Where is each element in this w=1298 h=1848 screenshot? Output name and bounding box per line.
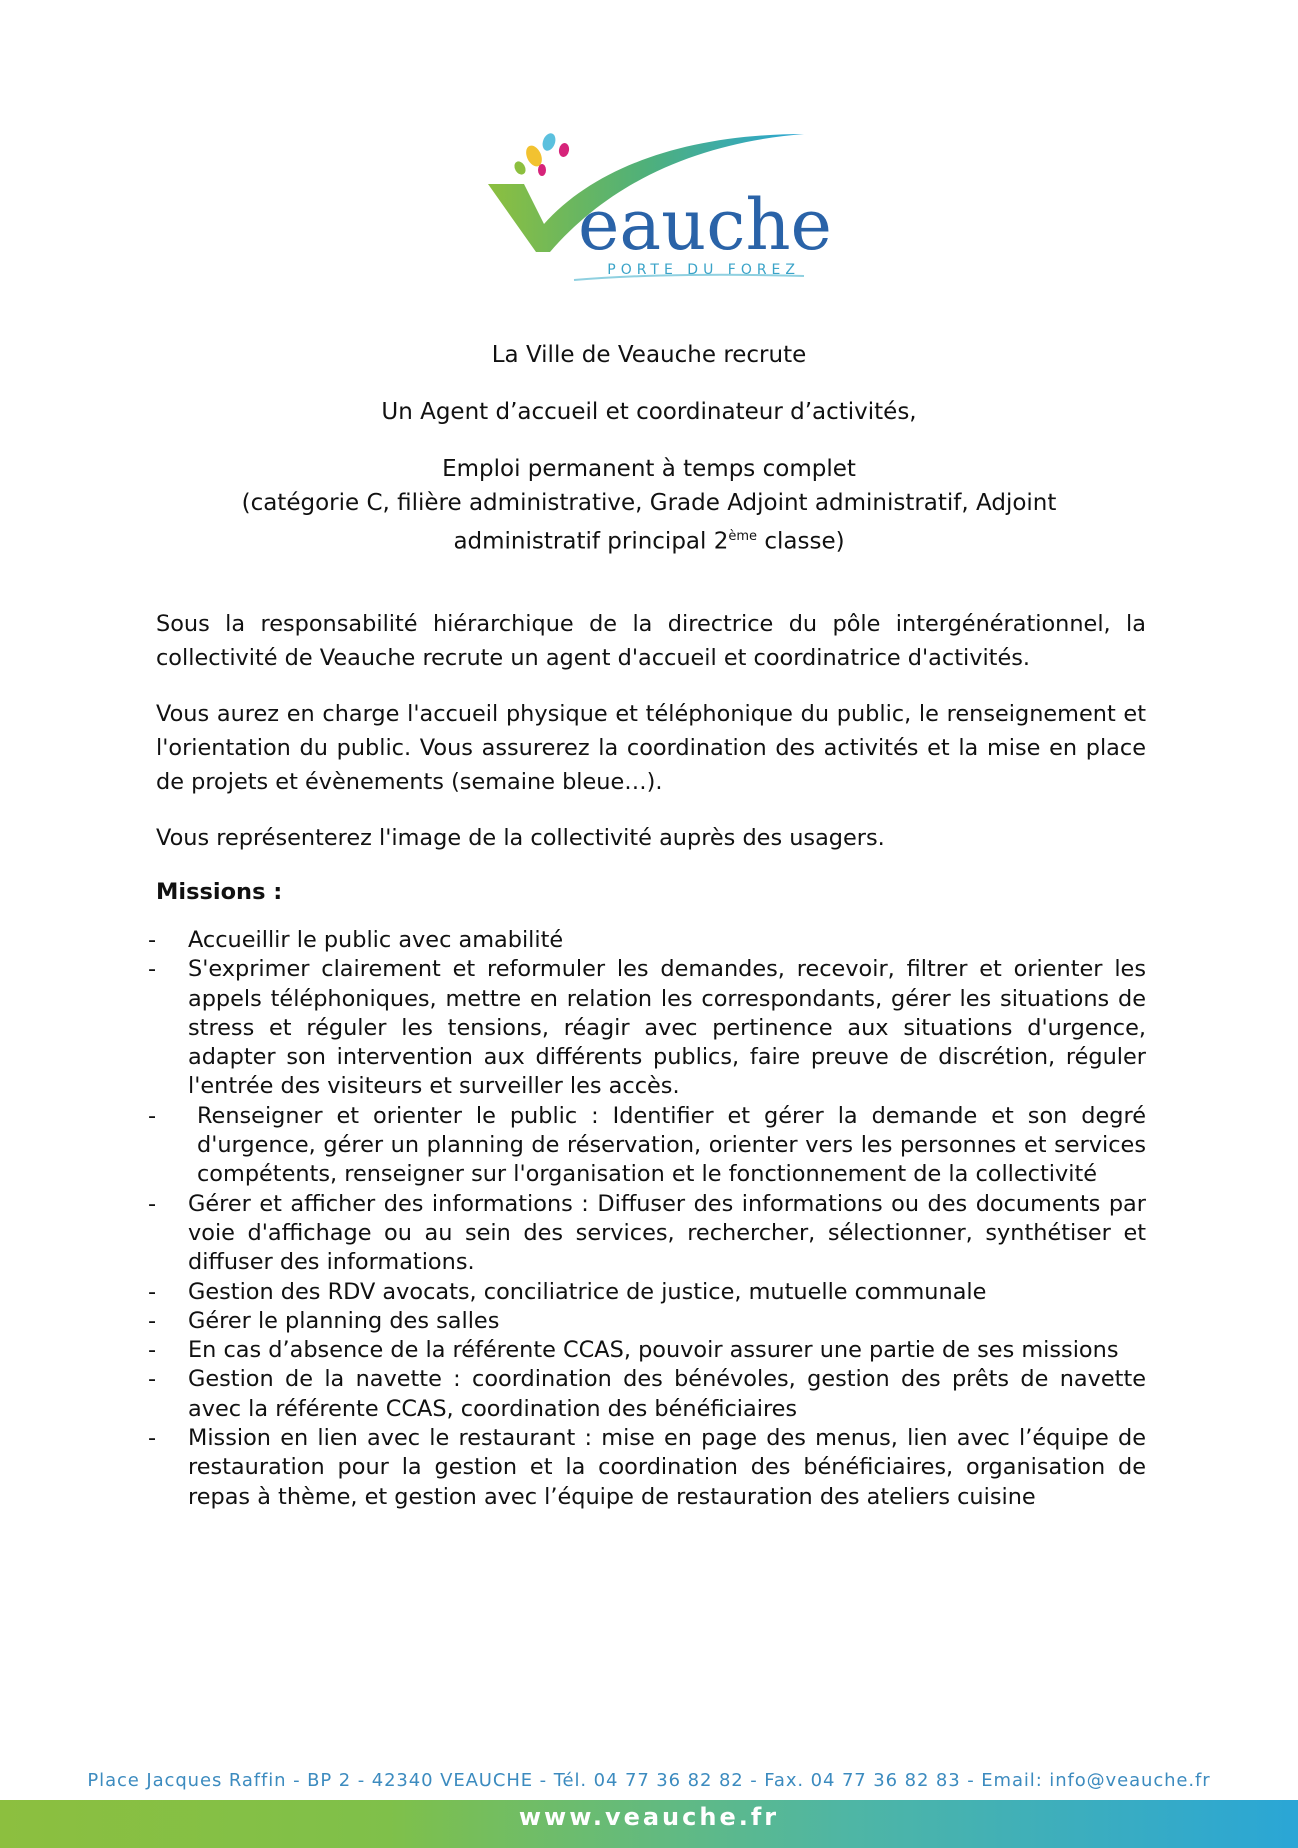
list-item-text: Gérer le planning des salles [188, 1307, 500, 1334]
heading-contract-line: Emploi permanent à temps complet [442, 456, 856, 482]
missions-heading: Missions : [156, 879, 283, 905]
list-item [148, 1190, 1146, 1278]
list-dash: - [148, 956, 157, 983]
list-item-text: Gestion des RDV avocats, conciliatrice de justice, mutuelle communale [188, 1278, 987, 1305]
heading-job-title: Un Agent d’accueil et coordinateur d’activités, [381, 399, 917, 425]
list-item-text: Gestion de la navette : coordination des bénévoles, gestion des prêts de navette avec la référente CCAS, coordination des bénéficiaires [188, 1366, 1146, 1422]
list-dash: - [148, 1425, 157, 1452]
heading-contract [150, 452, 1148, 559]
list-item [148, 955, 1146, 1101]
list-item [148, 1307, 1146, 1336]
list-dash: - [148, 1366, 157, 1393]
list-dash: - [148, 927, 157, 953]
list-item [148, 926, 1146, 955]
list-item [148, 1336, 1146, 1365]
list-item [148, 1278, 1146, 1307]
logo-tagline: PORTE DU FOREZ [607, 262, 800, 278]
list-item-text: Accueillir le public avec amabilité [188, 927, 564, 953]
list-item-text: S'exprimer clairement et reformuler les demandes, recevoir, filtrer et orienter les appels téléphoniques, mettre en relation les correspondants, gérer les situations de stress et réguler les tensions, réagir avec pertinence aux situations d'urgence, adapter son intervention aux différents publics, faire preuve de discrétion, réguler l'entrée des visiteurs et surveiller les accès. [188, 956, 1146, 1100]
list-item-text: Mission en lien avec le restaurant : mise en page des menus, lien avec l’équipe de restauration pour la gestion et la coordination des bénéficiaires, organisation de repas à thème, et gestion avec l’équipe de restauration des ateliers cuisine [188, 1425, 1146, 1510]
list-item-text: Renseigner et orienter le public : Identifier et gérer la demande et son degré d'urgence, gérer un planning de réservation, orienter vers les personnes et services compétents, renseigner sur l'organisation et le fonctionnement de la collectivité [197, 1102, 1146, 1188]
heading-grade-line [150, 520, 1148, 559]
image-paragraph: Vous représenterez l'image de la collectivité auprès des usagers. [156, 825, 885, 851]
list-item-text: Gérer et afficher des informations : Diffuser des informations ou des documents par voie d'affichage ou au sein des services, rechercher, sélectionner, synthétiser et diffuser des informations. [188, 1190, 1146, 1276]
grade-text: administratif principal 2 [453, 528, 729, 555]
list-item [148, 1365, 1146, 1424]
logo-wordmark-visible: eauche [578, 184, 832, 266]
footer-address: Place Jacques Raffin - BP 2 - 42340 VEAUCHE - Tél. 04 77 36 82 82 - Fax. 04 77 36 82 83 - Email: info@veauche.fr [87, 1770, 1211, 1791]
list-dash: - [148, 1278, 157, 1305]
missions-list [148, 926, 1146, 1512]
list-dash: - [148, 1337, 157, 1364]
list-item [148, 1424, 1146, 1512]
list-dash: - [148, 1190, 157, 1217]
grade-text-end: classe) [757, 528, 845, 555]
list-dash: - [148, 1307, 157, 1334]
veauche-logo [484, 128, 832, 288]
heading-recrute: La Ville de Veauche recrute [491, 342, 807, 368]
list-dash: - [148, 1102, 157, 1129]
grade-superscript: ème [728, 529, 758, 544]
heading-category-line: (catégorie C, filière administrative, Grade Adjoint administratif, Adjoint [241, 490, 1057, 516]
intro-paragraph: Sous la responsabilité hiérarchique de la directrice du pôle intergénérationnel, la collectivité de Veauche recrute un agent d'accueil et coordinatrice d'activités. [156, 611, 1146, 671]
list-item-text: En cas d’absence de la référente CCAS, pouvoir assurer une partie de ses missions [188, 1337, 1119, 1364]
list-item [148, 1102, 1146, 1190]
footer-website-link[interactable]: www.veauche.fr [518, 1803, 780, 1831]
duties-paragraph: Vous aurez en charge l'accueil physique et téléphonique du public, le renseignement et l'orientation du public. Vous assurerez la coordination des activités et la mise en place de projets et évènements (semaine bleue…). [156, 701, 1146, 795]
